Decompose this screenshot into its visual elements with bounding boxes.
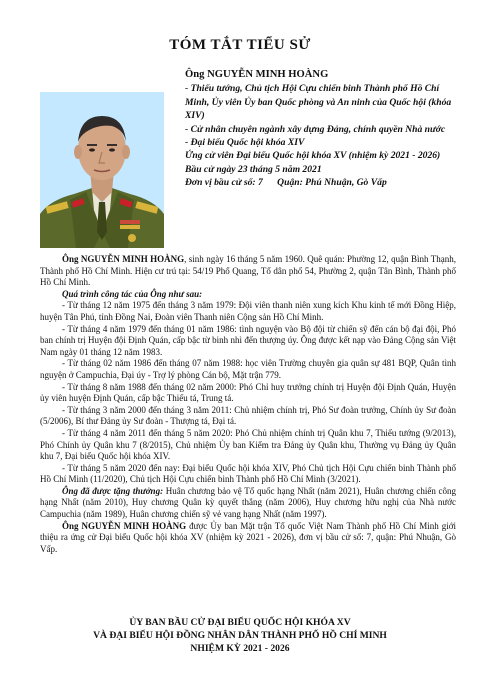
bio-intro: [40, 254, 456, 289]
biography-body: [40, 254, 456, 555]
bio-intro-name: Ông NGUYỄN MINH HOÀNG: [62, 254, 185, 264]
portrait-photo: [40, 92, 164, 248]
closing-name: Ông NGUYỄN MINH HOÀNG: [62, 520, 187, 531]
candidate-role-1: - Thiếu tướng, Chủ tịch Hội Cựu chiến binh Thành phố Hồ Chí Minh, Ủy viên Ủy ban Quốc phòng và An ninh của Quốc hội (khóa XIV): [185, 83, 452, 122]
candidate-name: Ông NGUYỄN MINH HOÀNG: [185, 69, 329, 80]
candidate-role-2: - Cử nhân chuyên ngành xây dựng Đảng, chính quyền Nhà nước: [185, 123, 446, 135]
candidate-role-3: - Đại biểu Quốc hội khóa XIV: [185, 137, 305, 149]
process-heading: Quá trình công tác của Ông như sau:: [62, 288, 203, 299]
footer-line-3: NHIỆM KỲ 2021 - 2026: [190, 643, 290, 654]
election-date: Bầu cử ngày 23 tháng 5 năm 2021: [185, 163, 322, 175]
timeline-item: - Từ tháng 4 năm 1979 đến tháng 01 năm 1986: tình nguyện vào Bộ đội từ chiến sỹ đến cán bộ đại đội, Phó ban chính trị Huyện đội Định Quán, cấp bậc từ binh nhì đến thượng úy. Ông được kết nạp vào Đảng Cộng sản Việt Nam ngày 01 tháng 12 năm 1983.: [40, 323, 456, 357]
issuing-committee: [0, 616, 480, 655]
candidate-nomination: Ứng cử viên Đại biểu Quốc hội khóa XV (nhiệm kỳ 2021 - 2026): [185, 150, 441, 162]
timeline-item: - Từ tháng 02 năm 1986 đến tháng 07 năm 1988: học viên Trường chuyên gia quân sự 481 BQP, Quân tình nguyện ở Campuchia, Đại úy - Trợ lý phòng Cán bộ, Mặt trận 779.: [40, 358, 456, 380]
timeline-item: - Từ tháng 12 năm 1975 đến tháng 3 năm 1979: Đội viên thanh niên xung kích Khu kinh tế mới Đồng Hiệp, huyện Tân Phú, tỉnh Đồng Nai, Đoàn viên Thanh niên Cộng sản Hồ Chí Minh.: [40, 300, 456, 322]
footer-line-1: ỦY BAN BẦU CỬ ĐẠI BIỂU QUỐC HỘI KHÓA XV: [129, 617, 351, 628]
closing-paragraph: [40, 521, 456, 556]
timeline-item: - Từ tháng 3 năm 2000 đến tháng 3 năm 2011: Chủ nhiệm chính trị, Phó Sư đoàn trưởng, Chính ủy Sư đoàn (5/2006), Bí thư Đảng ủy Sư đoàn - Thượng tá, Đại tá.: [40, 404, 456, 427]
awards-text: Huân chương bảo vệ Tổ quốc hạng Nhất (năm 2021), Huân chương chiến công hạng Nhất (năm 2010), Huy chương Quân kỳ quyết thắng (năm 2006), Huy chương hữu nghị của Nhà nước Campuchia (năm 1989), Huân chương chiến sỹ vẻ vang hạng Nhất (năm 1997).: [40, 485, 456, 520]
candidate-header: [185, 68, 457, 190]
page-title: TÓM TẮT TIỂU SỬ: [169, 37, 311, 53]
awards-label: Ông đã được tặng thưởng:: [62, 485, 164, 496]
timeline-item: - Từ tháng 5 năm 2020 đến nay: Đại biểu Quốc hội khóa XIV, Phó Chủ tịch Hội Cựu chiến binh Thành phố Hồ Chí Minh (11/2020), Chủ tịch Hội Cựu chiến binh Thành phố Hồ Chí Minh (3/2021).: [40, 462, 456, 485]
portrait-image: [40, 92, 164, 248]
closing-text: được Ủy ban Mặt trận Tổ quốc Việt Nam Thành phố Hồ Chí Minh giới thiệu ra ứng cử Đại biểu Quốc hội khóa XV (nhiệm kỳ 2021 - 2026), đơn vị bầu cử số: 7, quận: Phú Nhuận, Gò Vấp.: [40, 520, 456, 554]
bio-intro-text: , sinh ngày 16 tháng 5 năm 1960. Quê quán: Phường 12, quận Bình Thạnh, Thành phố Hồ Chí Minh. Hiện cư trú tại: 54/19 Phổ Quang, Tổ dân phố 54, Phường 2, quận Tân Bình, Thành phố Hồ Chí Minh.: [40, 254, 456, 288]
timeline-item: - Từ tháng 8 năm 1988 đến tháng 02 năm 2000: Phó Chỉ huy trưởng chính trị Huyện đội Định Quán, Huyện ủy viên huyện Định Quán, cấp bậc Thiếu tá, Trung tá.: [40, 381, 456, 404]
awards-paragraph: [40, 486, 456, 521]
election-unit: Đơn vị bầu cử số: 7 Quận: Phú Nhuận, Gò Vấp: [185, 177, 387, 189]
footer-line-2: VÀ ĐẠI BIỂU HỘI ĐỒNG NHÂN DÂN THÀNH PHỐ HỒ CHÍ MINH: [93, 630, 387, 641]
timeline-item: - Từ tháng 4 năm 2011 đến tháng 5 năm 2020: Phó Chủ nhiệm chính trị Quân khu 7, Thiếu tướng (9/2013), Phó Chính ủy Quân khu 7 (8/2015), Chủ nhiệm Ủy ban Kiểm tra Đảng ủy Quân khu, Thường vụ Đảng ủy Quân khu 7, Đại biểu Quốc hội khóa XIV.: [40, 427, 456, 462]
